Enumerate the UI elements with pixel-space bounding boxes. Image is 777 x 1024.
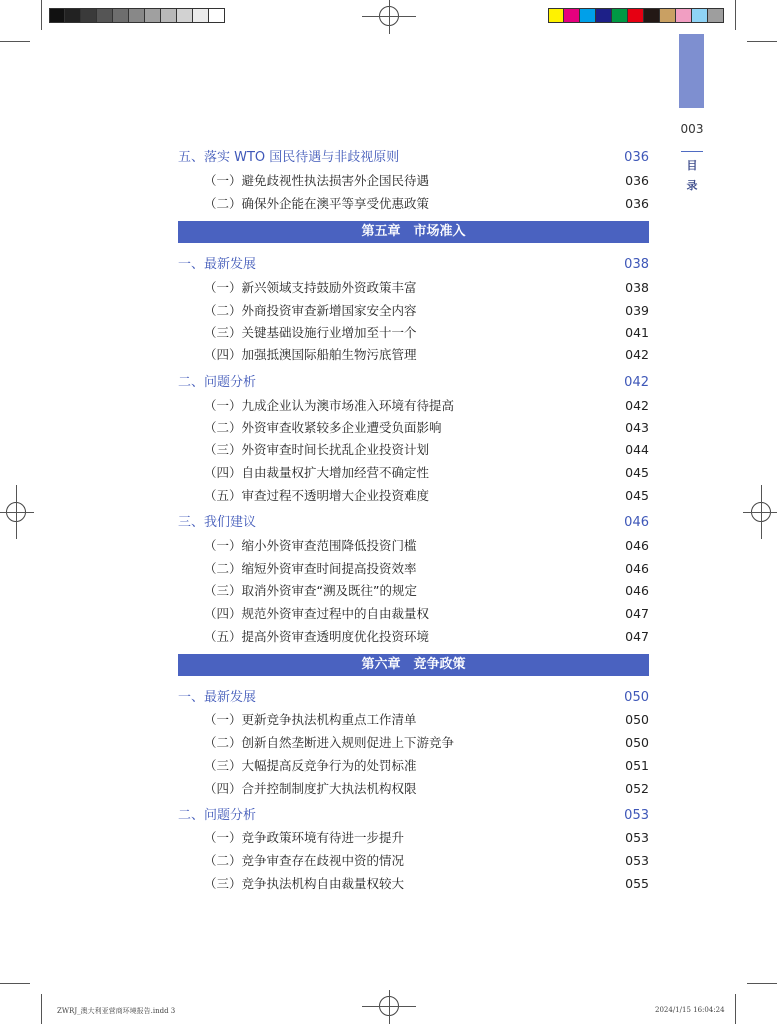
toc-entry-title: （四）加强抵澳国际船舶生物污底管理 bbox=[204, 347, 417, 362]
chapter-heading: 第五章 市场准入 bbox=[178, 221, 649, 243]
toc-item bbox=[178, 485, 649, 507]
toc-entry-page: 041 bbox=[625, 325, 649, 340]
registration-line-top-v bbox=[389, 0, 390, 34]
toc-entry-page: 047 bbox=[625, 606, 649, 621]
side-tab bbox=[679, 34, 704, 108]
toc-item bbox=[178, 850, 649, 872]
toc-item bbox=[178, 439, 649, 461]
registration-line-left-h bbox=[0, 512, 34, 513]
page-number-rule bbox=[681, 151, 703, 152]
color-swatch bbox=[596, 8, 612, 23]
toc-item bbox=[178, 300, 649, 322]
toc-entry-title: （一）避免歧视性执法损害外企国民待遇 bbox=[204, 173, 430, 188]
toc-entry-page: 044 bbox=[625, 442, 649, 457]
toc-entry-page: 053 bbox=[625, 830, 649, 845]
toc-section bbox=[178, 687, 649, 709]
toc-entry-title: （三）外资审查时间长扰乱企业投资计划 bbox=[204, 442, 430, 457]
toc-item bbox=[178, 732, 649, 754]
toc-section bbox=[178, 147, 649, 169]
toc-entry-page: 038 bbox=[625, 280, 649, 295]
crop-mark-top-left bbox=[0, 41, 30, 42]
toc-entry-page: 053 bbox=[624, 808, 649, 823]
toc-section bbox=[178, 254, 649, 276]
color-swatch bbox=[129, 8, 145, 23]
toc-entry-title: （三）取消外资审查“溯及既往”的规定 bbox=[204, 583, 417, 598]
toc-entry-page: 039 bbox=[625, 303, 649, 318]
toc-entry-page: 036 bbox=[625, 173, 649, 188]
crop-mark-bottom-right-v bbox=[735, 994, 736, 1024]
color-swatch bbox=[644, 8, 660, 23]
color-swatch bbox=[580, 8, 596, 23]
toc-entry-page: 042 bbox=[625, 347, 649, 362]
toc-entry-page: 046 bbox=[625, 538, 649, 553]
toc-entry-title: （二）创新自然垄断进入规则促进上下游竞争 bbox=[204, 735, 455, 750]
toc-item bbox=[178, 603, 649, 625]
toc-entry-title: 一、最新发展 bbox=[178, 257, 257, 272]
toc-item bbox=[178, 535, 649, 557]
color-swatch bbox=[564, 8, 580, 23]
toc-entry-page: 047 bbox=[625, 629, 649, 644]
color-swatch bbox=[65, 8, 81, 23]
toc-entry-title: （三）关键基础设施行业增加至十一个 bbox=[204, 325, 417, 340]
toc-entry-title: （二）缩短外资审查时间提高投资效率 bbox=[204, 561, 417, 576]
crop-mark-top-right bbox=[747, 41, 777, 42]
toc-entry-title: （一）竞争政策环境有待进一步提升 bbox=[204, 830, 405, 845]
toc-entry-page: 050 bbox=[625, 712, 649, 727]
toc-entry-title: （二）确保外企能在澳平等享受优惠政策 bbox=[204, 196, 430, 211]
toc-entry-page: 036 bbox=[625, 196, 649, 211]
toc-item bbox=[178, 193, 649, 215]
color-swatch bbox=[660, 8, 676, 23]
toc-entry-page: 053 bbox=[625, 853, 649, 868]
toc-item bbox=[178, 170, 649, 192]
footer-filename: ZWRJ_澳大利亚营商环境报告.indd 3 bbox=[57, 1007, 176, 1015]
color-swatch bbox=[97, 8, 113, 23]
crop-mark-bottom-left-v bbox=[41, 994, 42, 1024]
toc-item bbox=[178, 778, 649, 800]
side-label-contents bbox=[682, 156, 702, 196]
color-swatch bbox=[81, 8, 97, 23]
toc-entry-title: （五）审查过程不透明增大企业投资难度 bbox=[204, 488, 430, 503]
toc-entry-page: 036 bbox=[624, 150, 649, 165]
toc-entry-title: （四）自由裁量权扩大增加经营不确定性 bbox=[204, 465, 430, 480]
color-swatch bbox=[145, 8, 161, 23]
toc-entry-title: （一）新兴领域支持鼓励外资政策丰富 bbox=[204, 280, 417, 295]
color-swatch bbox=[177, 8, 193, 23]
toc-entry-page: 051 bbox=[625, 758, 649, 773]
toc-entry-title: （四）规范外资审查过程中的自由裁量权 bbox=[204, 606, 430, 621]
toc-item bbox=[178, 755, 649, 777]
crop-mark-bottom-right bbox=[747, 983, 777, 984]
toc-item bbox=[178, 873, 649, 895]
color-swatch bbox=[113, 8, 129, 23]
toc-item bbox=[178, 417, 649, 439]
toc-entry-title: （二）外商投资审查新增国家安全内容 bbox=[204, 303, 417, 318]
toc-entry-title: （五）提高外资审查透明度优化投资环境 bbox=[204, 629, 430, 644]
toc-item bbox=[178, 580, 649, 602]
toc-entry-title: （一）九成企业认为澳市场准入环境有待提高 bbox=[204, 398, 455, 413]
footer-timestamp: 2024/1/15 16:04:24 bbox=[655, 1006, 725, 1014]
toc-entry-page: 042 bbox=[624, 375, 649, 390]
toc-entry-title: 五、落实 WTO 国民待遇与非歧视原则 bbox=[178, 150, 400, 165]
gray-swatch-bar bbox=[49, 8, 225, 23]
toc-entry-page: 042 bbox=[625, 398, 649, 413]
toc-entry-page: 045 bbox=[625, 465, 649, 480]
toc-item bbox=[178, 709, 649, 731]
toc-entry-page: 046 bbox=[625, 583, 649, 598]
toc-entry-page: 055 bbox=[625, 876, 649, 891]
registration-line-right-v bbox=[761, 485, 762, 539]
toc-entry-title: （一）更新竞争执法机构重点工作清单 bbox=[204, 712, 417, 727]
side-label-char: 目 bbox=[686, 159, 698, 172]
toc-entry-page: 050 bbox=[625, 735, 649, 750]
toc-entry-title: 二、问题分析 bbox=[178, 375, 257, 390]
toc-entry-page: 046 bbox=[625, 561, 649, 576]
color-swatch bbox=[692, 8, 708, 23]
crop-mark-top-left-v bbox=[41, 0, 42, 30]
color-swatch bbox=[193, 8, 209, 23]
toc-section bbox=[178, 372, 649, 394]
toc-item bbox=[178, 344, 649, 366]
toc-entry-title: （四）合并控制制度扩大执法机构权限 bbox=[204, 781, 417, 796]
color-swatch-bar bbox=[548, 8, 724, 23]
color-swatch bbox=[548, 8, 564, 23]
color-swatch bbox=[209, 8, 225, 23]
toc-entry-page: 046 bbox=[624, 515, 649, 530]
toc-item bbox=[178, 558, 649, 580]
color-swatch bbox=[676, 8, 692, 23]
toc-entry-title: （二）竞争审查存在歧视中资的情况 bbox=[204, 853, 405, 868]
toc-entry-title: 二、问题分析 bbox=[178, 808, 257, 823]
toc-entry-page: 052 bbox=[625, 781, 649, 796]
color-swatch bbox=[161, 8, 177, 23]
chapter-heading: 第六章 竞争政策 bbox=[178, 654, 649, 676]
toc-entry-page: 045 bbox=[625, 488, 649, 503]
registration-line-bottom-v bbox=[389, 990, 390, 1024]
toc-item bbox=[178, 462, 649, 484]
crop-mark-top-right-v bbox=[735, 0, 736, 30]
toc-section bbox=[178, 512, 649, 534]
toc-entry-title: （一）缩小外资审查范围降低投资门槛 bbox=[204, 538, 417, 553]
color-swatch bbox=[708, 8, 724, 23]
toc-entry-title: （三）大幅提高反竞争行为的处罚标准 bbox=[204, 758, 417, 773]
side-label-char: 录 bbox=[686, 179, 698, 192]
color-swatch bbox=[612, 8, 628, 23]
toc-item bbox=[178, 827, 649, 849]
color-swatch bbox=[628, 8, 644, 23]
toc-section bbox=[178, 805, 649, 827]
toc-entry-title: （三）竞争执法机构自由裁量权较大 bbox=[204, 876, 405, 891]
toc-item bbox=[178, 395, 649, 417]
toc-entry-title: 三、我们建议 bbox=[178, 515, 257, 530]
toc-entry-page: 050 bbox=[624, 690, 649, 705]
toc-item bbox=[178, 322, 649, 344]
page-number: 003 bbox=[680, 122, 704, 136]
toc-entry-title: 一、最新发展 bbox=[178, 690, 257, 705]
registration-line-right-h bbox=[743, 512, 777, 513]
color-swatch bbox=[49, 8, 65, 23]
registration-line-left-v bbox=[16, 485, 17, 539]
crop-mark-bottom-left bbox=[0, 983, 30, 984]
toc-entry-page: 038 bbox=[624, 257, 649, 272]
toc-item bbox=[178, 626, 649, 648]
toc-entry-page: 043 bbox=[625, 420, 649, 435]
toc-item bbox=[178, 277, 649, 299]
toc-entry-title: （二）外资审查收紧较多企业遭受负面影响 bbox=[204, 420, 442, 435]
